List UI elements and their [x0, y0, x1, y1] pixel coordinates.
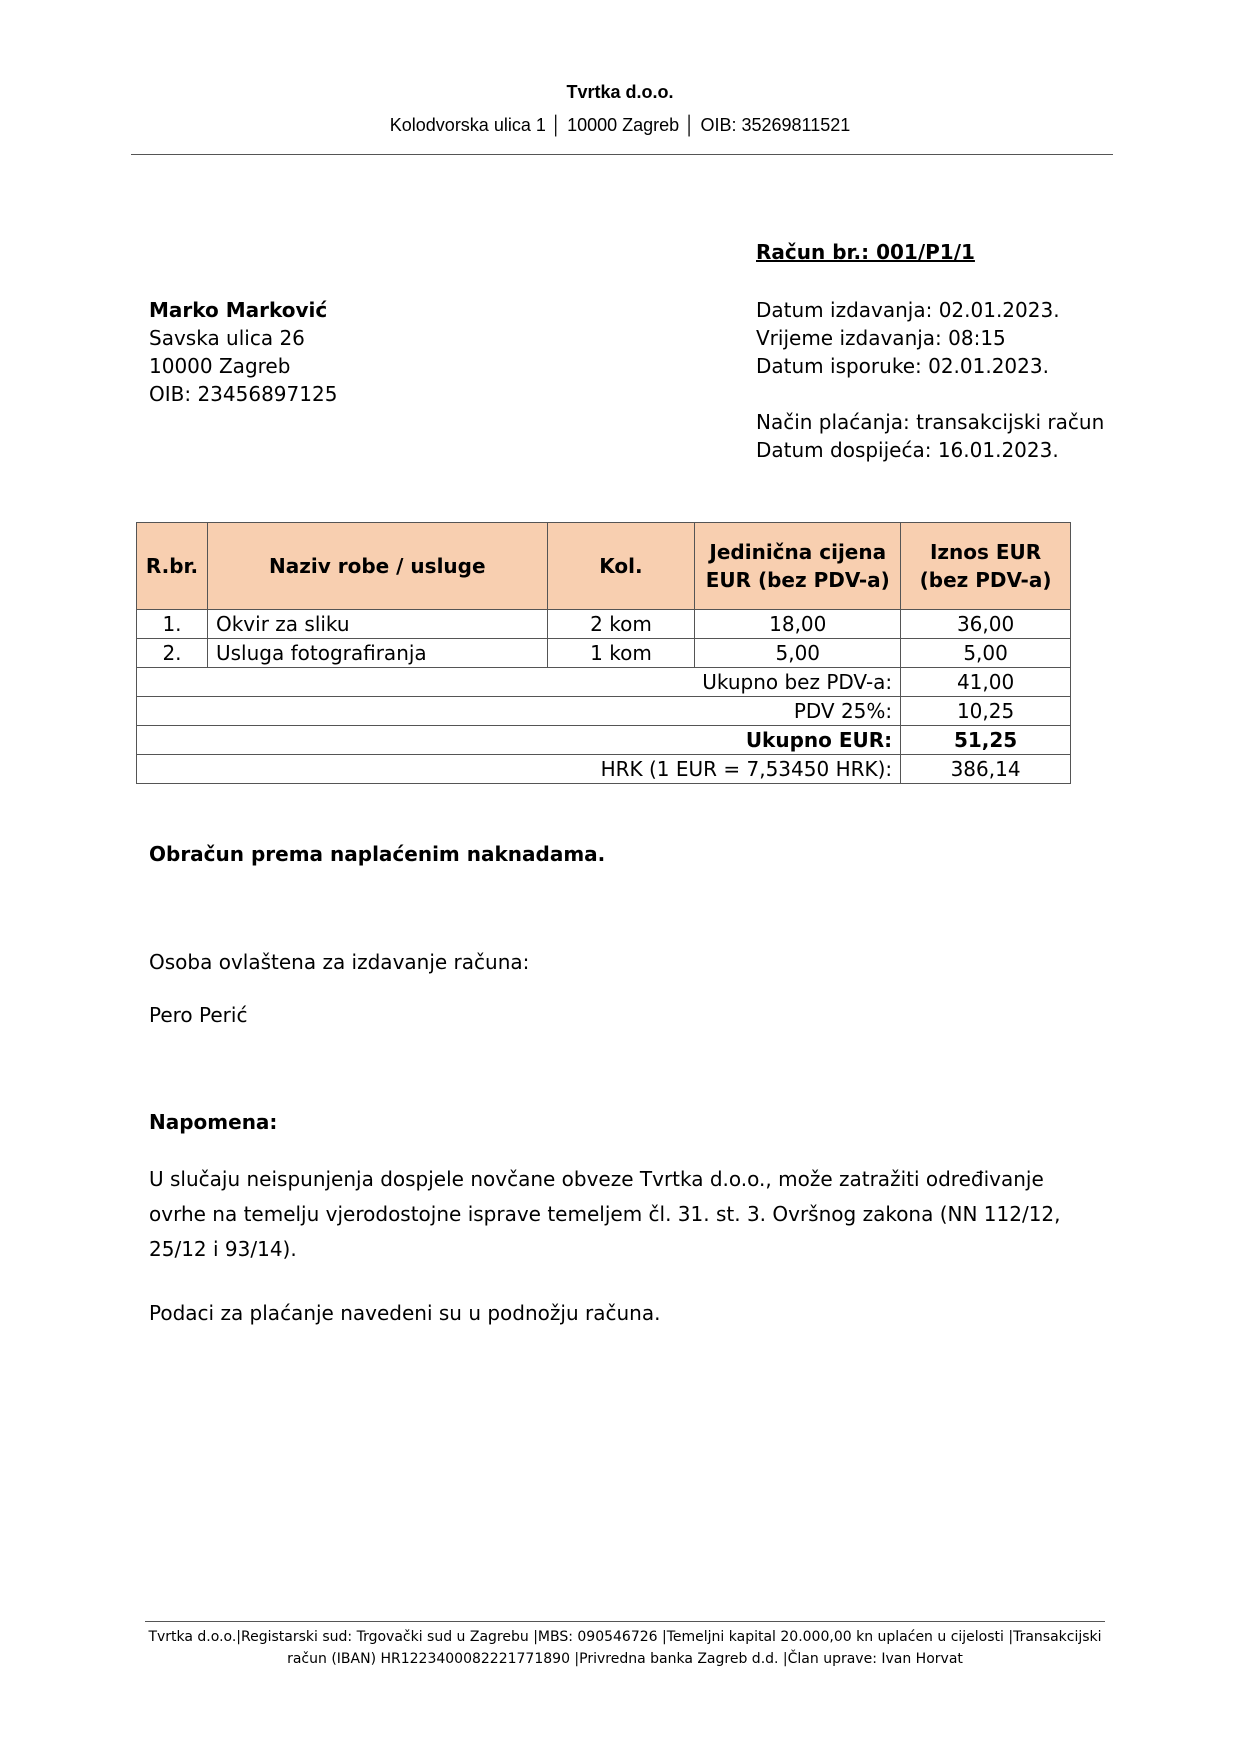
footer-line-2: račun (IBAN) HR1223400082221771890 |Privredna banka Zagreb d.d. |Član uprave: Ivan Horvat — [287, 1651, 963, 1667]
meta-spacer — [756, 380, 1104, 408]
footer-divider — [145, 1621, 1105, 1622]
buyer-block — [149, 296, 337, 408]
buyer-street: Savska ulica 26 — [149, 326, 305, 350]
col-header-name: Naziv robe / usluge — [207, 523, 547, 610]
total-label: Ukupno bez PDV-a: — [137, 668, 901, 697]
invoice-number: Račun br.: 001/P1/1 — [756, 240, 975, 264]
total-row — [137, 726, 1071, 755]
authorized-person-name: Pero Perić — [149, 1003, 248, 1027]
total-row — [137, 755, 1071, 784]
issue-time: Vrijeme izdavanja: 08:15 — [756, 326, 1006, 350]
footer — [145, 1626, 1105, 1670]
row-amount: 5,00 — [901, 639, 1071, 668]
authorized-person-label: Osoba ovlaštena za izdavanje računa: — [149, 950, 530, 974]
due-date: Datum dospijeća: 16.01.2023. — [756, 438, 1059, 462]
total-value: 386,14 — [901, 755, 1071, 784]
invoice-meta — [756, 296, 1104, 464]
company-address: Kolodvorska ulica 1 │ 10000 Zagreb │ OIB: 35269811521 — [389, 115, 851, 135]
col-header-no: R.br. — [137, 523, 208, 610]
row-qty: 1 kom — [547, 639, 695, 668]
total-value: 51,25 — [901, 726, 1071, 755]
buyer-oib: OIB: 23456897125 — [149, 382, 338, 406]
row-no: 2. — [137, 639, 208, 668]
remark-title: Napomena: — [149, 1110, 278, 1134]
total-row — [137, 668, 1071, 697]
issue-date: Datum izdavanja: 02.01.2023. — [756, 298, 1060, 322]
col-header-qty: Kol. — [547, 523, 695, 610]
total-label: Ukupno EUR: — [137, 726, 901, 755]
total-label: PDV 25%: — [137, 697, 901, 726]
payment-info-note: Podaci za plaćanje navedeni su u podnožju računa. — [149, 1301, 661, 1325]
total-label: HRK (1 EUR = 7,53450 HRK): — [137, 755, 901, 784]
col-header-unit-price: Jedinična cijena EUR (bez PDV-a) — [695, 523, 901, 610]
remark-text: U slučaju neispunjenja dospjele novčane obveze Tvrtka d.o.o., može zatražiti određivanje ovrhe na temelju vjerodostojne isprave temeljem čl. 31. st. 3. Ovršnog zakona (NN 112/12, 25/12 i 93/14). — [149, 1167, 1061, 1261]
delivery-date: Datum isporuke: 02.01.2023. — [756, 354, 1049, 378]
row-qty: 2 kom — [547, 610, 695, 639]
company-name: Tvrtka d.o.o. — [566, 82, 674, 102]
payment-method: Način plaćanja: transakcijski račun — [756, 410, 1105, 434]
row-name: Usluga fotografiranja — [207, 639, 547, 668]
table-row — [137, 610, 1071, 639]
col-header-amount: Iznos EUR (bez PDV-a) — [901, 523, 1071, 610]
row-unit-price: 5,00 — [695, 639, 901, 668]
total-value: 41,00 — [901, 668, 1071, 697]
row-name: Okvir za sliku — [207, 610, 547, 639]
total-value: 10,25 — [901, 697, 1071, 726]
total-row — [137, 697, 1071, 726]
row-unit-price: 18,00 — [695, 610, 901, 639]
items-table — [136, 522, 1071, 784]
table-header-row — [137, 523, 1071, 610]
row-no: 1. — [137, 610, 208, 639]
buyer-city: 10000 Zagreb — [149, 354, 291, 378]
table-row — [137, 639, 1071, 668]
calculation-note: Obračun prema naplaćenim naknadama. — [149, 842, 606, 866]
header-divider — [131, 154, 1113, 155]
buyer-name: Marko Marković — [149, 298, 328, 322]
footer-line-1: Tvrtka d.o.o.|Registarski sud: Trgovački sud u Zagrebu |MBS: 090546726 |Temeljni kapital 20.000,00 kn uplaćen u cijelosti |Transakcijski — [148, 1629, 1102, 1645]
row-amount: 36,00 — [901, 610, 1071, 639]
